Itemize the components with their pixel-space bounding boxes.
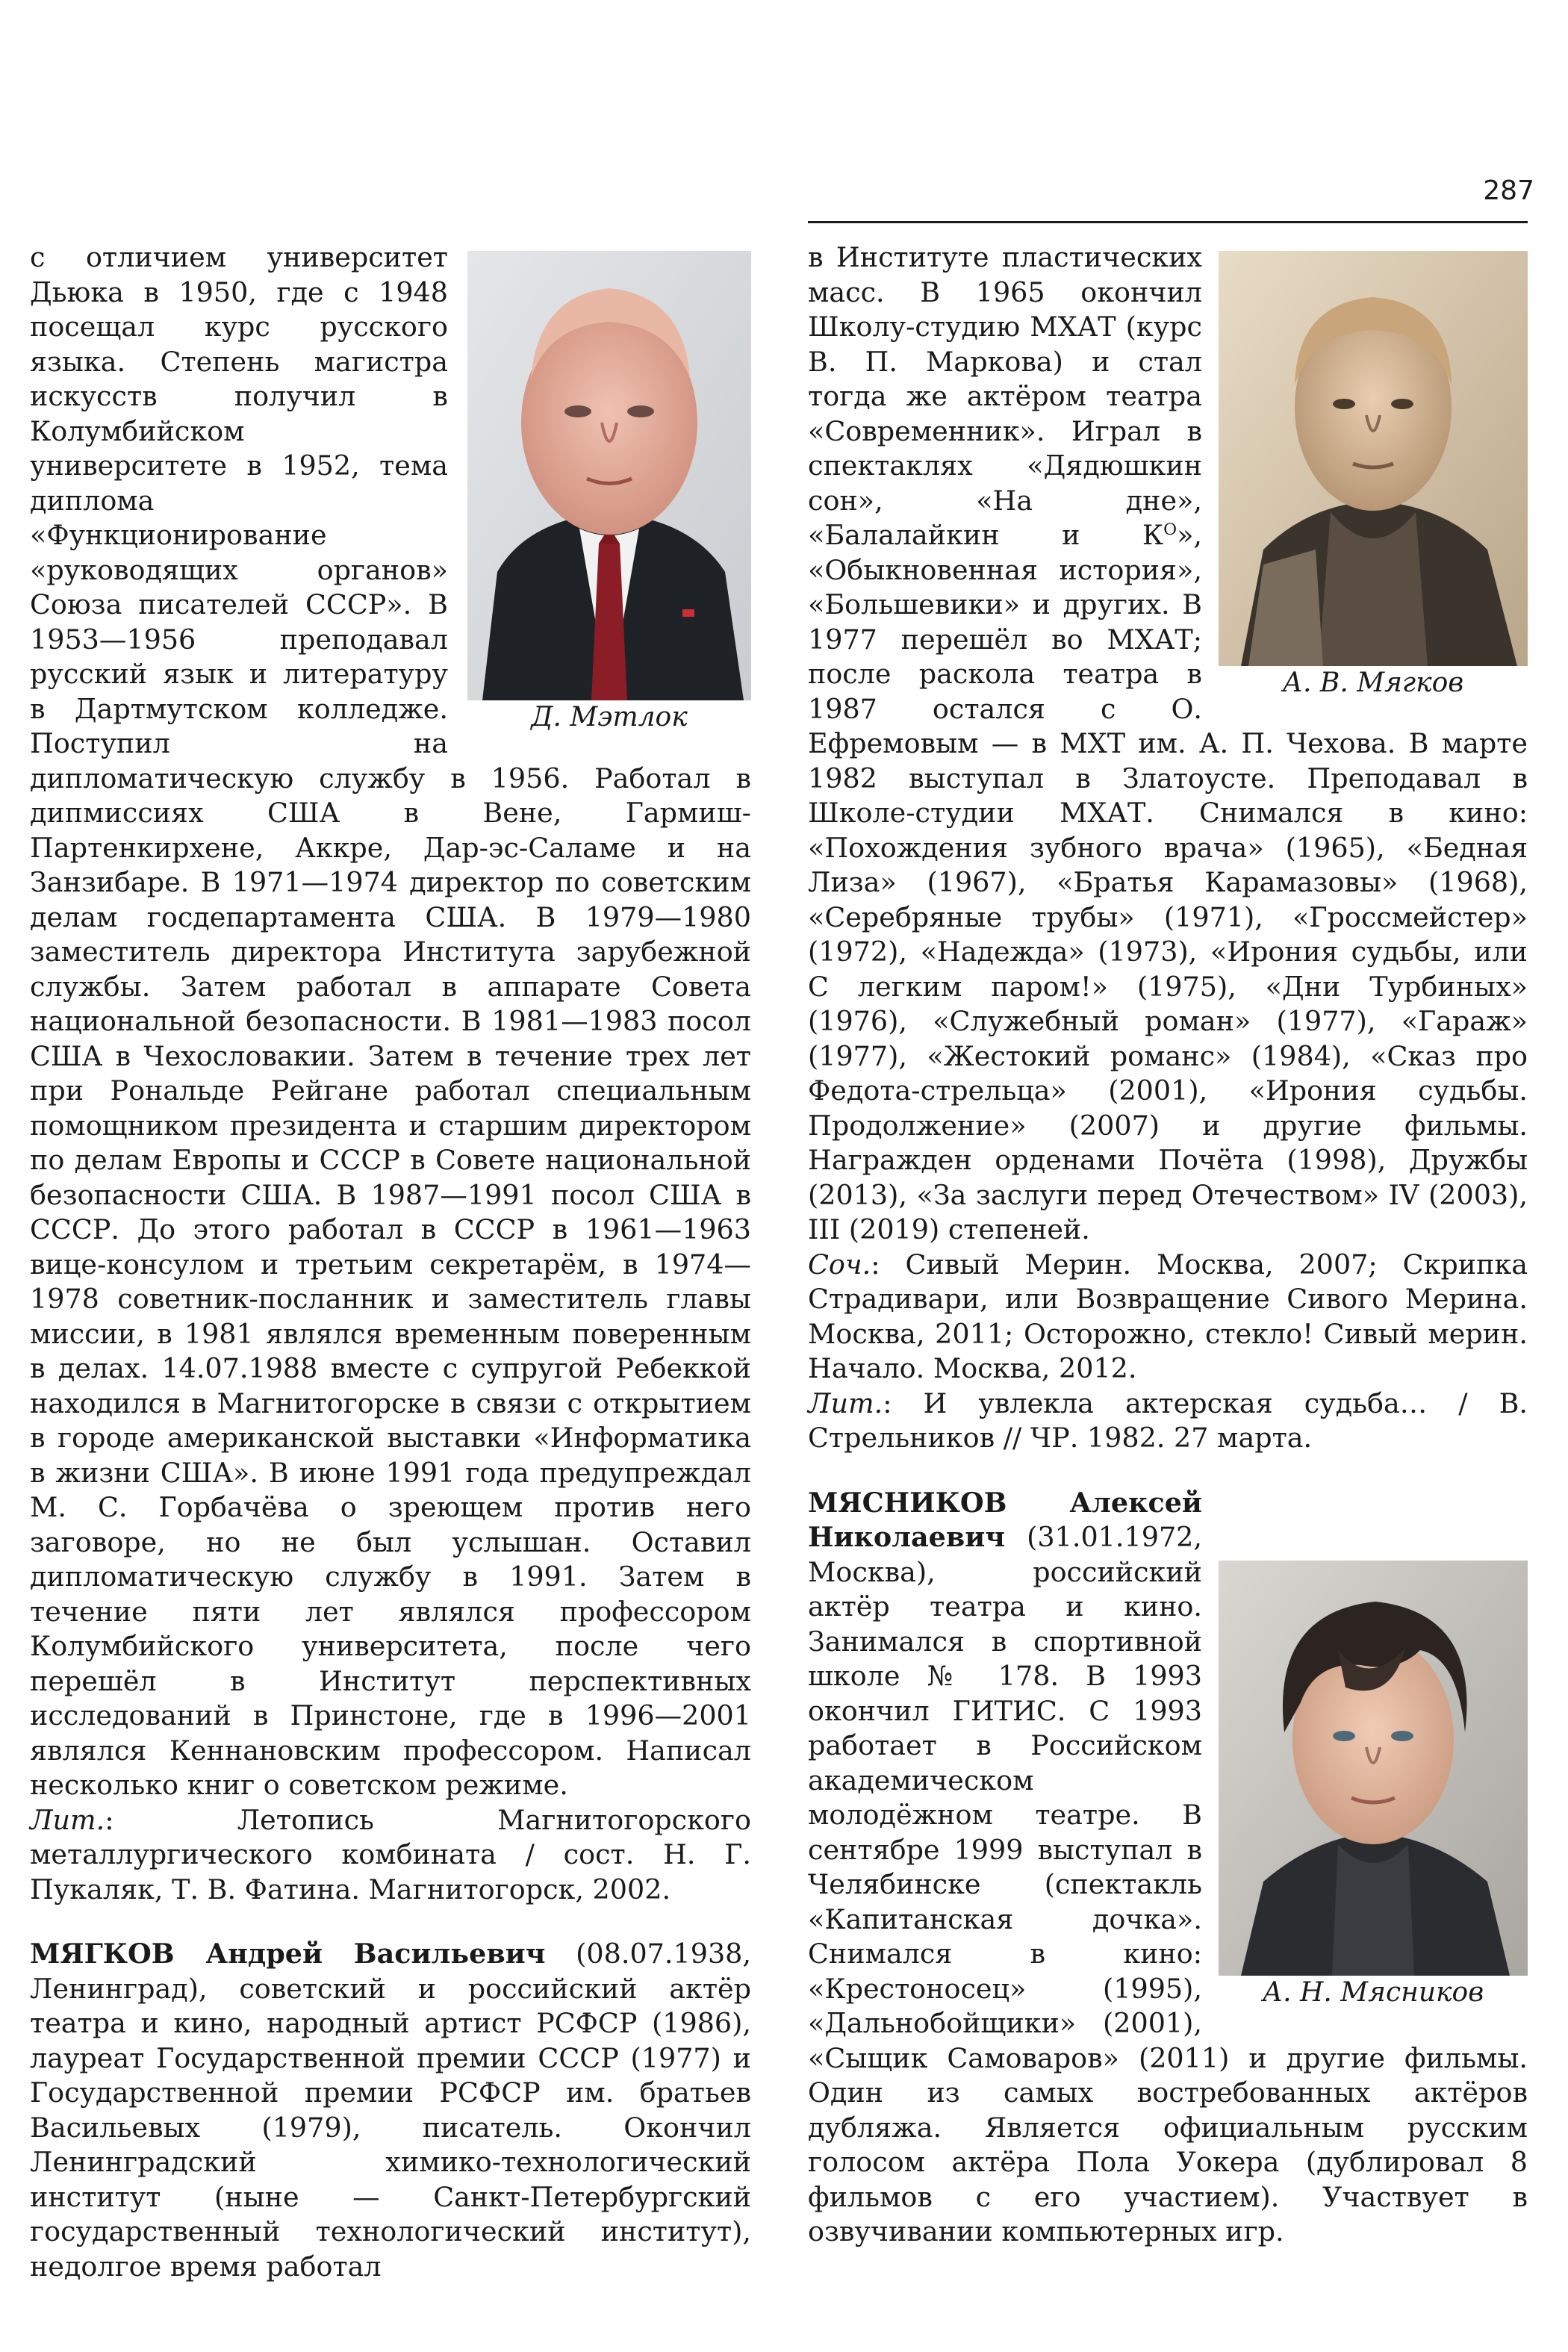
header-rule — [808, 221, 1528, 223]
myagkov-intro: (08.07.1938, Ленинград), советский и российский актёр театра и кино, народный артист РСФСР (1986), лауреат Государственной премии СССР (1977) и Государственной премии РСФСР им. братьев Васильевых (1979), писатель. Окончил Ленинградский химико-технологический институт (ныне — Санкт-Петербургский государственный технологический институт), недолгое время работал — [30, 1938, 751, 2283]
photo-myagkov — [1219, 251, 1528, 666]
photo-matlock-figure — [467, 251, 751, 735]
soch-label: Соч. — [808, 1248, 871, 1281]
matlock-lit-label: Лит. — [30, 1803, 105, 1836]
myagkov-text-part2: », «Обыкновенная история», «Большевики» и других. В 1977 перешёл во МХАТ; после раскола театра в 1987 остался с О. Ефремовым — в МХТ им. А. П. Чехова. В марте 1982 выступал в Златоусте. Преподавал в Школе-студии МХАТ. Снимался в кино: «Похождения зубного врача» (1965), «Бедная Лиза» (1967), «Братья Карамазовы» (1968), «Серебряные трубы» (1971), «Гроссмейстер» (1972), «Надежда» (1973), «Ирония судьбы, или С легким паром!» (1975), «Дни Турбиных» (1976), «Служебный роман» (1977), «Гараж» (1977), «Жестокий романс» (1984), «Сказ про Федота-стрельца» (2001), «Ирония судьбы. Продолжение» (2007) и другие фильмы. Награжден орденами Почёта (1998), Дружбы (2013), «За заслуги перед Отечеством» IV (2003), III (2019) степеней. — [808, 519, 1528, 1245]
myagkov-superscript: О — [1163, 520, 1177, 539]
myagkov-entry — [30, 1937, 751, 2284]
myagkov-literature — [808, 1387, 1528, 1456]
myagkov-text-part1: в Институте пластических масс. В 1965 окончил Школу-студию МХАТ (курс В. П. Маркова) и стал тогда же актёром театра «Современник». Играл в спектаклях «Дядюшкин сон», «На дне», «Балалайкин и К — [808, 241, 1202, 551]
photo-matlock — [467, 251, 751, 700]
photo-myasnikov-figure — [1219, 1561, 1528, 2011]
left-column — [30, 240, 751, 2284]
right-column — [808, 240, 1528, 2250]
photo-myagkov-figure — [1219, 251, 1528, 701]
myasnikov-text: (31.01.1972, Москва), российский актёр театра и кино. Занимался в спортивной школе № 178. В 1993 окончил ГИТИС. С 1993 работает в Российском академическом молодёжном театре. В сентябре 1999 выступал в Челябинске (спектакль «Капитанская дочка». Снимался в кино: «Крестоносец» (1995), «Дальнобойщики» (2001), «Сыщик Самоваров» (2011) и другие фильмы. Один из самых востребованных актёров дубляжа. Является официальным русским голосом актёра Пола Уокера (дублировал 8 фильмов с его участием). Участвует в озвучивании компьютерных игр. — [808, 1521, 1528, 2247]
myagkov-lit-label: Лит. — [808, 1387, 883, 1419]
myagkov-name: МЯГКОВ Андрей Васильевич — [30, 1938, 546, 1970]
page-number: 287 — [1483, 175, 1534, 206]
matlock-text: с отличием университет Дьюка в 1950, где с 1948 посещал курс русского языка. Степень магистра искусств получил в Колумбийском университете в 1952, тема диплома «Функционирование «руководящих органов» Союза писателей СССР». В 1953—1956 преподавал русский язык и литературу в Дартмутском колледже. Поступил на дипломатическую службу в 1956. Работал в дипмиссиях США в Вене, Гармиш-Партенкирхене, Аккре, Дар-эс-Саламе и на Занзибаре. В 1971—1974 директор по советским делам госдепартамента США. В 1979—1980 заместитель директора Института зарубежной службы. Затем работал в аппарате Совета национальной безопасности. В 1981—1983 посол США в Чехословакии. Затем в течение трех лет при Рональде Рейгане работал специальным помощником президента и старшим директором по делам Европы и СССР в Совете национальной безопасности США. В 1987—1991 посол США в СССР. До этого работал в СССР в 1961—1963 вице-консулом и третьим секретарём, в 1974—1978 советник-посланник и заместитель главы миссии, в 1981 являлся временным поверенным в делах. 14.07.1988 вместе с супругой Ребеккой находился в Магнитогорске в связи с открытием в городе американской выставки «Информатика в жизни США». В июне 1991 года предупреждал М. С. Горбачёва о зреющем против него заговоре, но не был услышан. Оставил дипломатическую службу в 1991. Затем в течение пяти лет являлся профессором Колумбийского университета, после чего перешёл в Институт перспективных исследований в Принстоне, где в 1996—2001 являлся Кеннановским профессором. Написал несколько книг о советском режиме. — [30, 241, 751, 1801]
photo-myasnikov-caption: А. Н. Мясников — [1262, 1976, 1484, 2008]
matlock-literature — [30, 1803, 751, 1908]
myasnikov-name: МЯСНИКОВ Алексей Николаевич — [808, 1486, 1202, 1553]
soch-text: : Сивый Мерин. Москва, 2007; Скрипка Страдивари, или Возвращение Сивого Мерина. Москва, 2011; Осторожно, стекло! Сивый мерин. Начало. Москва, 2012. — [808, 1248, 1528, 1384]
myagkov-lit-text: : И увлекла актерская судьба… / В. Стрельников // ЧР. 1982. 27 марта. — [808, 1387, 1528, 1454]
myagkov-works — [808, 1248, 1528, 1387]
photo-matlock-caption: Д. Мэтлок — [531, 702, 688, 732]
photo-myasnikov — [1219, 1561, 1528, 1976]
photo-myagkov-caption: А. В. Мягков — [1282, 668, 1464, 698]
matlock-lit-text: : Летопись Магнитогорского металлургического комбината / сост. Н. Г. Пукаляк, Т. В. Фатина. Магнитогорск, 2002. — [30, 1803, 751, 1905]
